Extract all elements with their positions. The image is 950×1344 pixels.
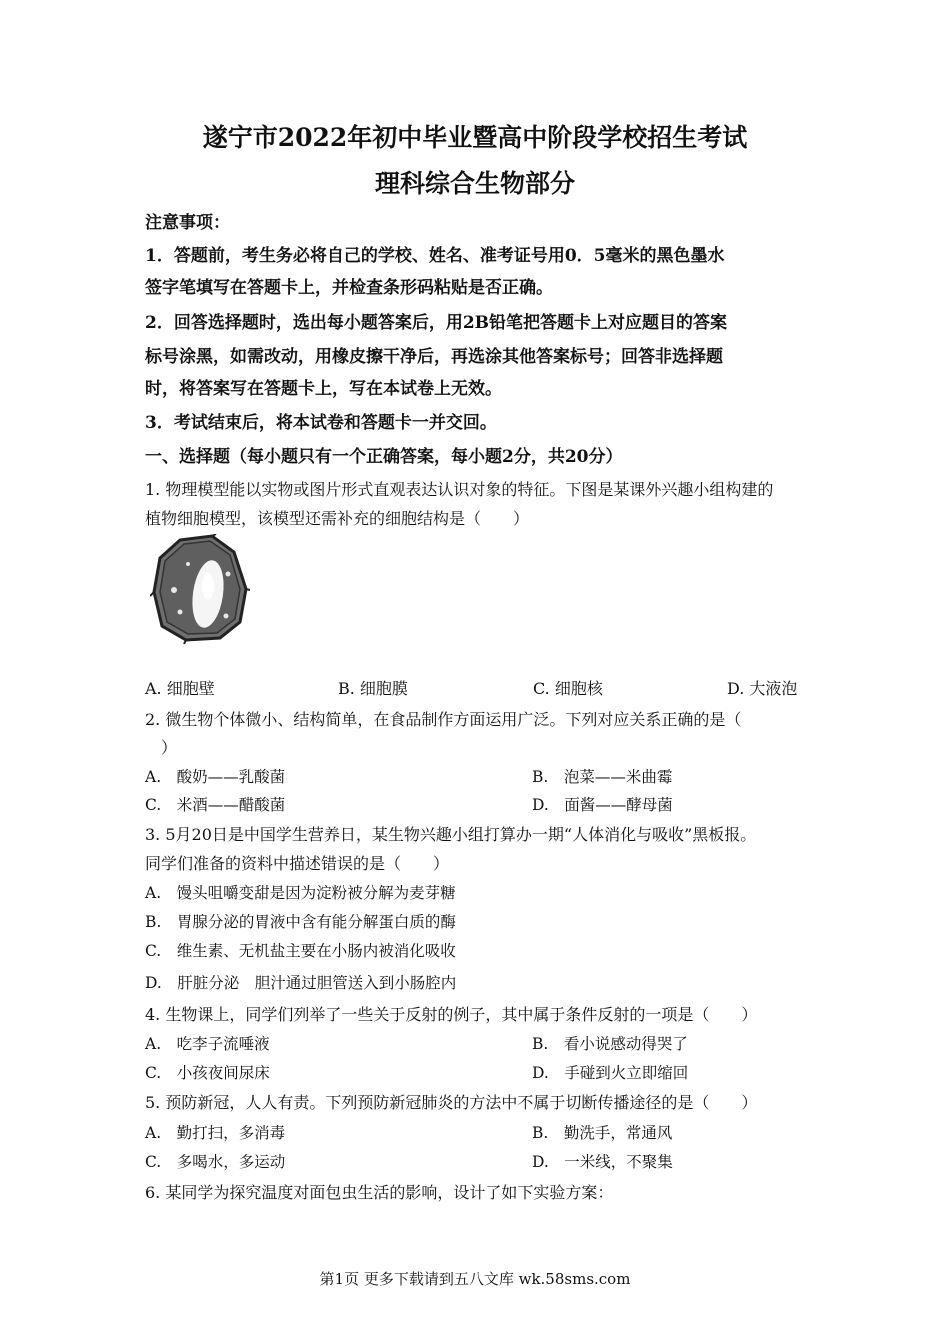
option-b: B. 泡菜——米曲霉 (532, 768, 673, 786)
option-d: D. 面酱——酵母菌 (532, 796, 673, 814)
question-2-text: ） (145, 738, 178, 757)
notice-line: 1．答题前，考生务必将自己的学校、姓名、准考证号用0．5毫米的黑色墨水 (145, 246, 725, 266)
option-a: A. 吃李子流唾液 (145, 1035, 270, 1053)
option-d: D. 手碰到火立即缩回 (532, 1064, 689, 1082)
option-b: B. 勤洗手，常通风 (532, 1124, 673, 1142)
option-d: D. 一米线，不聚集 (532, 1153, 673, 1171)
option-a: A. 勤打扫，多消毒 (145, 1124, 286, 1142)
question-1-text: 1. 物理模型能以实物或图片形式直观表达认识对象的特征。下图是某课外兴趣小组构建的 (145, 480, 774, 499)
notice-line: 时，将答案写在答题卡上，写在本试卷上无效。 (145, 379, 502, 399)
exam-subtitle: 理科综合生物部分 (374, 169, 575, 198)
option-c: C. 小孩夜间尿床 (145, 1064, 270, 1082)
notice-line: 签字笔填写在答题卡上，并检查条形码粘贴是否正确。 (145, 278, 553, 298)
notice-line: 标号涂黑，如需改动，用橡皮擦干净后，再选涂其他答案标号；回答非选择题 (145, 347, 723, 367)
option-d: D. 大液泡 (727, 679, 798, 698)
option-b: B. 胃腺分泌的胃液中含有能分解蛋白质的酶 (145, 913, 456, 931)
option-a: A. 细胞壁 (145, 679, 215, 698)
question-6-text: 6. 某同学为探究温度对面包虫生活的影响，设计了如下实验方案： (145, 1183, 614, 1202)
question-1-text: 植物细胞模型，该模型还需补充的细胞结构是（ ） (145, 509, 530, 528)
page-footer: 第1页 更多下载请到五八文库 wk.58sms.com (319, 1270, 631, 1288)
option-c: C. 多喝水，多运动 (145, 1153, 286, 1171)
option-b: B. 细胞膜 (338, 679, 408, 698)
option-b: B. 看小说感动得哭了 (532, 1035, 688, 1053)
exam-title: 遂宁市2022年初中毕业暨高中阶段学校招生考试 (202, 123, 748, 152)
option-d: D. 肝脏分泌 胆汁通过胆管送入到小肠腔内 (145, 974, 457, 992)
section-heading: 一、选择题（每小题只有一个正确答案，每小题2分，共20分） (145, 447, 623, 467)
notice-heading: 注意事项： (145, 213, 230, 233)
question-5-text: 5. 预防新冠，人人有责。下列预防新冠肺炎的方法中不属于切断传播途径的是（ ） (145, 1093, 758, 1112)
question-3-text: 同学们准备的资料中描述错误的是（ ） (145, 854, 450, 873)
option-a: A. 酸奶——乳酸菌 (145, 768, 286, 786)
option-c: C. 维生素、无机盐主要在小肠内被消化吸收 (145, 942, 456, 960)
option-c: C. 细胞核 (533, 679, 603, 698)
notice-line: 3．考试结束后，将本试卷和答题卡一并交回。 (145, 413, 497, 433)
question-3-text: 3. 5月20日是中国学生营养日，某生物兴趣小组打算办一期“人体消化与吸收”黑板报。 (145, 825, 757, 844)
notice-line: 2．回答选择题时，选出每小题答案后，用2B铅笔把答题卡上对应题目的答案 (145, 313, 728, 333)
plant-cell-model-image (150, 534, 250, 644)
question-4-text: 4. 生物课上，同学们列举了一些关于反射的例子，其中属于条件反射的一项是（ ） (145, 1005, 758, 1024)
option-a: A. 馒头咀嚼变甜是因为淀粉被分解为麦芽糖 (145, 884, 456, 902)
question-2-text: 2. 微生物个体微小、结构简单，在食品制作方面运用广泛。下列对应关系正确的是（ (145, 710, 742, 729)
option-c: C. 米酒——醋酸菌 (145, 796, 286, 814)
